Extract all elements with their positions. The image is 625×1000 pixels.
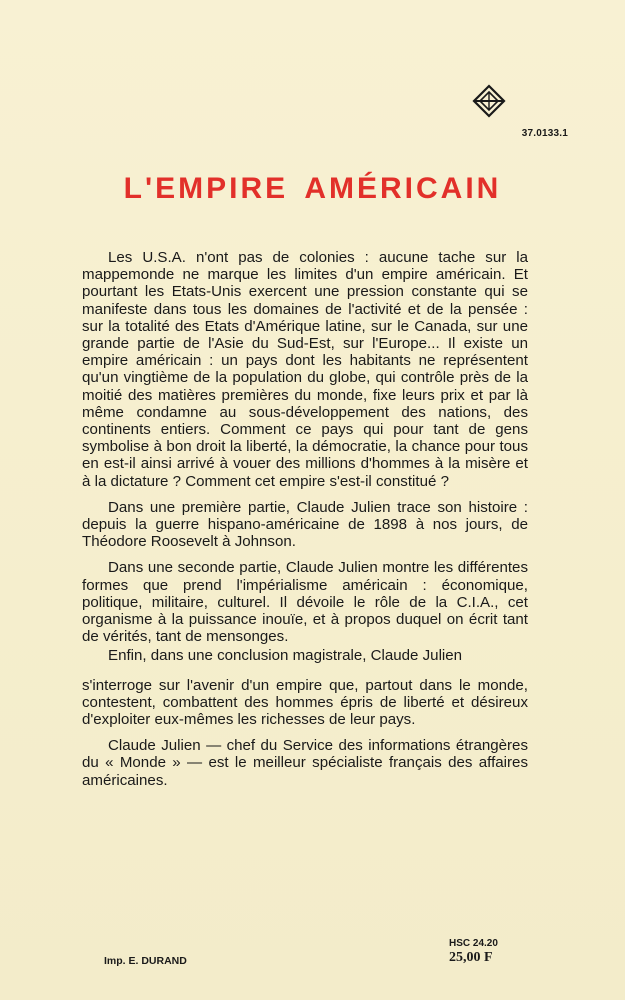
blurb-paragraph: Dans une seconde partie, Claude Julien montre les différentes formes que prend l'impérialisme américain : économique, politique, militaire, culturel. Il dévoile le rôle de la C.I.A., cet organisme à la puissance inouïe, et à propos duquel on écrit tant de vérités, tant de mensonges. [82,559,528,646]
blurb-text [82,249,528,798]
publisher-diamond-logo-icon [472,84,506,118]
series-code: HSC 24.20 [449,938,498,949]
price-block [449,938,529,966]
blurb-paragraph: Claude Julien — chef du Service des informations étrangères du « Monde » — est le meilleur spécialiste français des affaires américaines. [82,737,528,789]
blurb-paragraph: s'interroge sur l'avenir d'un empire que, partout dans le monde, contestent, combattent des hommes épris de liberté et désireux d'exploiter eux-mêmes les richesses de leur pays. [82,676,528,729]
blurb-paragraph: Dans une première partie, Claude Julien trace son histoire : depuis la guerre hispano-américaine de 1898 à nos jours, de Théodore Roosevelt à Johnson. [82,498,528,551]
blurb-paragraph: Les U.S.A. n'ont pas de colonies : aucune tache sur la mappemonde ne marque les limites d'un empire américain. Et pourtant les Etats-Unis exercent une pression constante qui se manifeste dans tous les domaines de l'activité et de la pensée : sur la totalité des Etats d'Amérique latine, sur le Canada, sur une grande partie de l'Asie du Sud-Est, sur l'Europe... Il existe un empire américain : un pays dont les habitants ne représentent qu'un vingtième de la population du globe, qui contrôle près de la moitié des matières premières du monde, fixe leurs prix et par là même condamne au sous-développement des nations, des continents entiers. Comment ce pays qui pour tant de gens symbolise à bon droit la liberté, la démocratie, la chance pour tous en est-il ainsi arrivé à vouer des millions d'hommes à la misère et à la dictature ? Comment cet empire s'est-il constitué ? [82,249,528,490]
printer-credit: Imp. E. DURAND [104,955,187,967]
blurb-paragraph: Enfin, dans une conclusion magistrale, Claude Julien [108,647,463,665]
book-title: L'EMPIRE AMÉRICAIN [123,172,502,205]
price: 25,00 F [449,950,493,965]
catalog-reference: 37.0133.1 [521,128,568,139]
